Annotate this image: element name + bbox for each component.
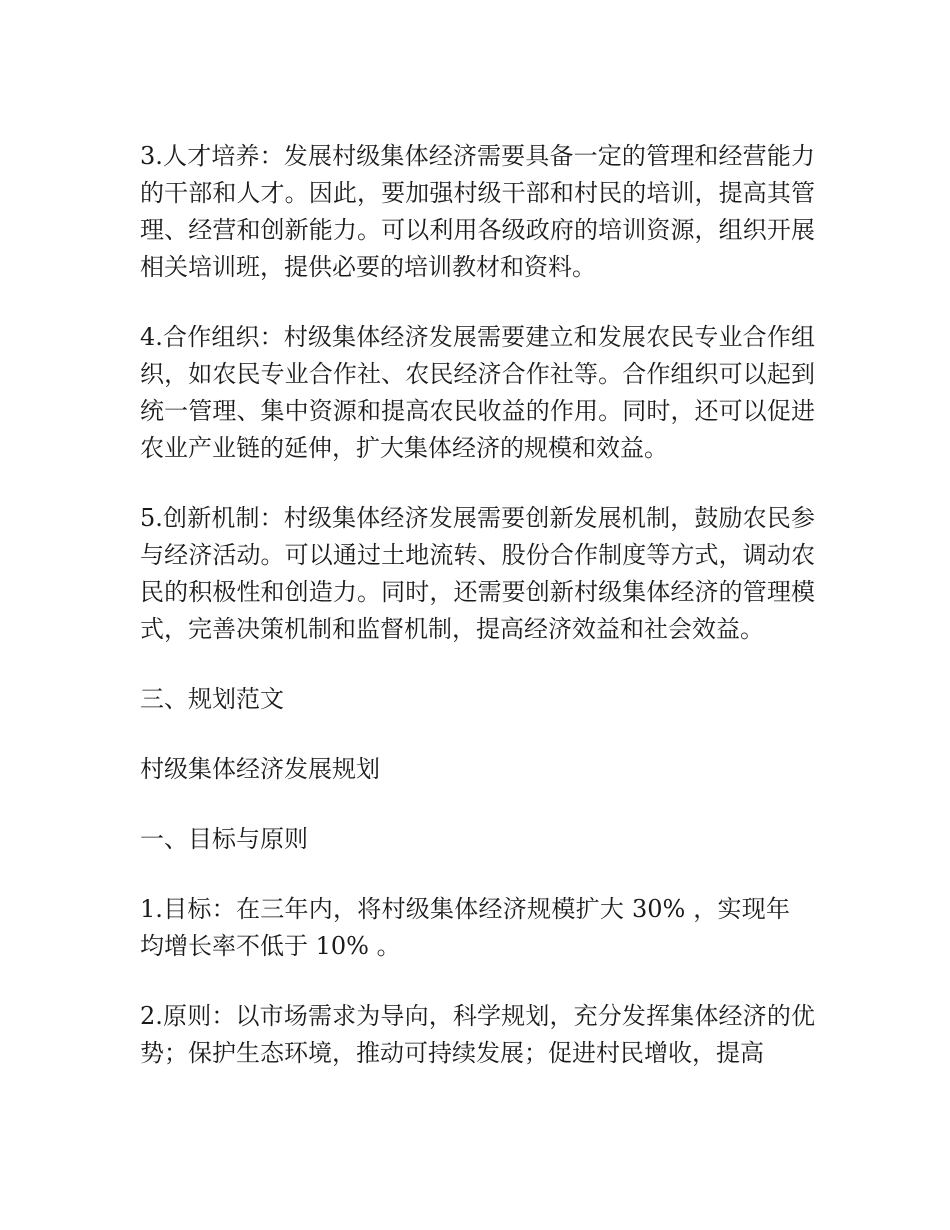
- section-heading-plan-sample: 三、规划范文: [140, 685, 284, 713]
- paragraph-talent-training: 3.人才培养：发展村级集体经济需要具备一定的管理和经营能力的干部和人才。因此，要加强村级干部和村民的培训，提高其管理、经营和创新能力。可以利用各级政府的培训资源，组织开展相关培训班，提供必要的培训教材和资料。: [140, 142, 815, 281]
- document-page: [140, 138, 815, 1105]
- paragraph-principle: 2.原则：以市场需求为导向，科学规划，充分发挥集体经济的优势；保护生态环境，推动可持续发展；促进村民增收，提高: [140, 1002, 815, 1067]
- plan-title: 村级集体经济发展规划: [140, 755, 380, 783]
- paragraph-goal: 1.目标：在三年内，将村级集体经济规模扩大 30% ，实现年均增长率不低于 10% 。: [140, 895, 790, 960]
- paragraph-cooperative-organization: 4.合作组织：村级集体经济发展需要建立和发展农民专业合作组织，如农民专业合作社、农民经济合作社等。合作组织可以起到统一管理、集中资源和提高农民收益的作用。同时，还可以促进农业产业链的延伸，扩大集体经济的规模和效益。: [140, 323, 815, 462]
- subsection-heading-goals-principles: 一、目标与原则: [140, 825, 308, 853]
- paragraph-innovation-mechanism: 5.创新机制：村级集体经济发展需要创新发展机制，鼓励农民参与经济活动。可以通过土地流转、股份合作制度等方式，调动农民的积极性和创造力。同时，还需要创新村级集体经济的管理模式，完善决策机制和监督机制，提高经济效益和社会效益。: [140, 504, 815, 643]
